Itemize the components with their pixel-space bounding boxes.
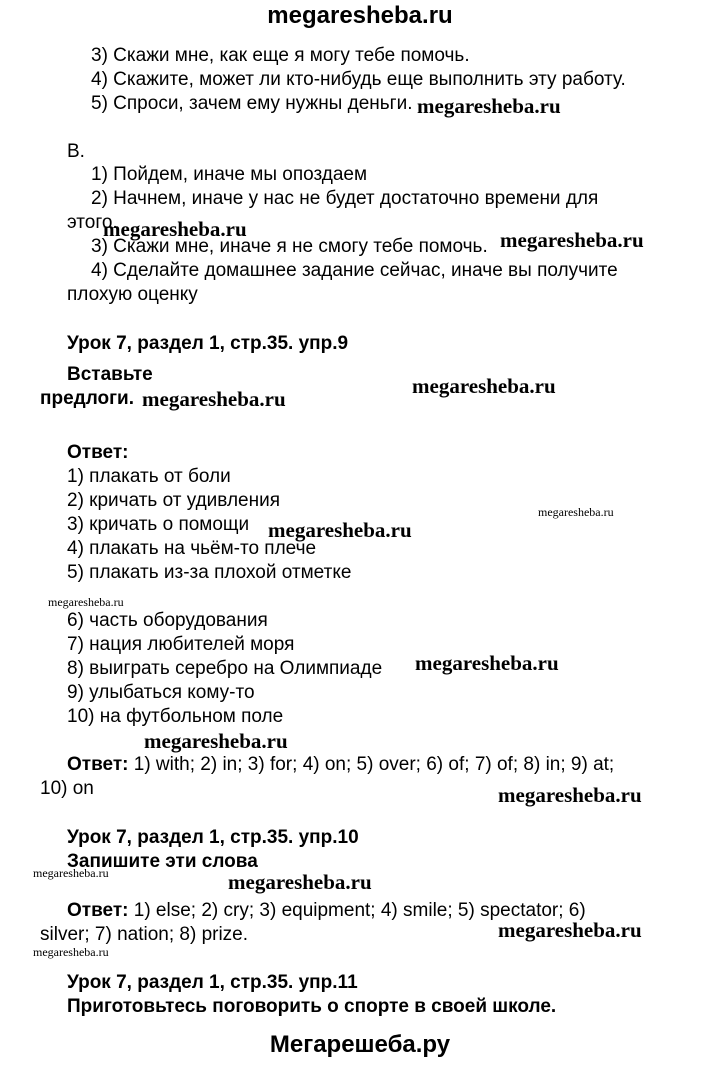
ex11-task: Приготовьтесь поговорить о спорте в своей школе. bbox=[67, 996, 557, 1017]
footer-site: Мегарешеба.ру bbox=[269, 1031, 451, 1058]
line-b4: 4) Сделайте домашнее задание сейчас, иначе вы получите bbox=[91, 260, 618, 281]
watermark: megaresheba.ru bbox=[268, 518, 412, 542]
ex9-item-3: 3) кричать о помощи bbox=[67, 514, 250, 535]
ex9-item-5: 5) плакать из-за плохой отметке bbox=[67, 562, 352, 583]
watermark: megaresheba.ru bbox=[142, 387, 286, 411]
watermark: megaresheba.ru bbox=[498, 918, 642, 942]
watermark: megaresheba.ru bbox=[500, 228, 644, 252]
ex9-task-line1: Вставьте bbox=[67, 364, 153, 385]
watermark: megaresheba.ru bbox=[103, 217, 247, 241]
ex9-answer2-line1 bbox=[67, 753, 614, 777]
ex9-item-10: 10) на футбольном поле bbox=[67, 706, 284, 727]
ex9-title: Урок 7, раздел 1, стр.35. упр.9 bbox=[67, 333, 349, 354]
ex10-answer-text: 1) else; 2) cry; 3) equipment; 4) smile; 5) spectator; 6) bbox=[128, 900, 586, 921]
ex9-answer2-text: 1) with; 2) in; 3) for; 4) on; 5) over; 6) of; 7) of; 8) in; 9) at; bbox=[128, 754, 615, 775]
watermark: megaresheba.ru bbox=[144, 729, 288, 753]
line-b1: 1) Пойдем, иначе мы опоздаем bbox=[91, 164, 368, 185]
line-a4: 4) Скажите, может ли кто-нибудь еще выполнить эту работу. bbox=[91, 69, 626, 90]
ex9-answer-label: Ответ: bbox=[67, 442, 129, 463]
ex9-item-1: 1) плакать от боли bbox=[67, 466, 231, 487]
watermark: megaresheba.ru bbox=[498, 783, 642, 807]
line-b3: 3) Скажи мне, иначе я не смогу тебе помочь. bbox=[91, 236, 488, 257]
line-b2-cont: этого. bbox=[67, 212, 118, 233]
ex9-item-8: 8) выиграть серебро на Олимпиаде bbox=[67, 658, 383, 679]
ex9-item-6: 6) часть оборудования bbox=[67, 610, 268, 631]
ex9-answer2-label: Ответ: bbox=[67, 754, 129, 775]
watermark: megaresheba.ru bbox=[33, 866, 109, 880]
ex9-item-9: 9) улыбаться кому-то bbox=[67, 682, 255, 703]
ex10-task: Запишите эти слова bbox=[67, 851, 258, 872]
ex9-item-4: 4) плакать на чьём-то плече bbox=[67, 538, 317, 559]
line-b2: 2) Начнем, иначе у нас не будет достаточно времени для bbox=[91, 188, 599, 209]
ex10-answer-line2: silver; 7) nation; 8) prize. bbox=[40, 924, 249, 945]
watermark: megaresheba.ru bbox=[415, 651, 559, 675]
watermark: megaresheba.ru bbox=[412, 374, 556, 398]
ex10-answer-label: Ответ: bbox=[67, 900, 129, 921]
watermark: megaresheba.ru bbox=[33, 945, 109, 959]
watermark: megaresheba.ru bbox=[538, 505, 614, 519]
ex9-task-line2: предлоги. bbox=[40, 388, 135, 409]
section-b-label: B. bbox=[67, 141, 85, 162]
ex10-title: Урок 7, раздел 1, стр.35. упр.10 bbox=[67, 827, 359, 848]
watermark: megaresheba.ru bbox=[417, 94, 561, 118]
line-a3: 3) Скажи мне, как еще я могу тебе помочь. bbox=[91, 45, 470, 66]
header-site: megaresheba.ru bbox=[267, 2, 453, 29]
line-a5: 5) Спроси, зачем ему нужны деньги. bbox=[91, 93, 413, 114]
ex9-item-7: 7) нация любителей моря bbox=[67, 634, 295, 655]
watermark: megaresheba.ru bbox=[48, 595, 124, 609]
ex9-answer2-line2: 10) on bbox=[40, 778, 94, 799]
ex9-item-2: 2) кричать от удивления bbox=[67, 490, 280, 511]
watermark: megaresheba.ru bbox=[228, 870, 372, 894]
ex11-title: Урок 7, раздел 1, стр.35. упр.11 bbox=[67, 972, 358, 993]
line-b4-cont: плохую оценку bbox=[67, 284, 198, 305]
